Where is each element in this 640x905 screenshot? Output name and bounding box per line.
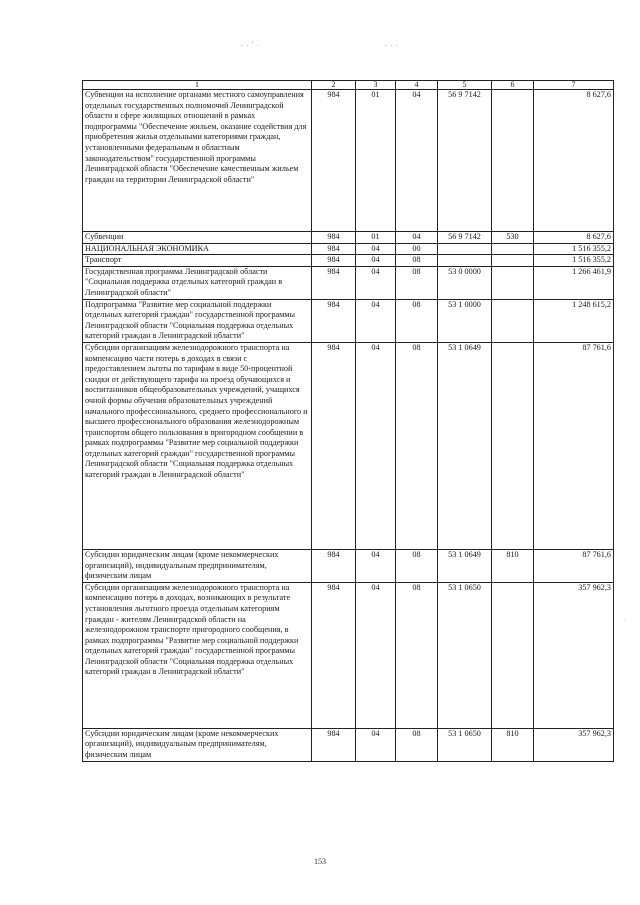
cell-expense-type (492, 299, 534, 342)
cell-expense-type (492, 255, 534, 267)
cell-subsection: 04 (396, 90, 438, 232)
cell-target-article: 53 0 0000 (438, 266, 492, 299)
table-row (83, 299, 614, 342)
cell-administrator-code: 984 (312, 255, 356, 267)
cell-target-article: 56 9 7142 (438, 90, 492, 232)
cell-section: 04 (356, 342, 396, 549)
cell-target-article: 53 1 0650 (438, 728, 492, 761)
cell-administrator-code: 984 (312, 728, 356, 761)
row-description: Подпрограмма "Развитие мер социальной поддержки отдельных категорий граждан" государственной программы Ленинградской области "Социальная поддержка отдельных категорий граждан в Ленинградской области" (83, 299, 312, 342)
cell-expense-type: 530 (492, 232, 534, 244)
budget-table (82, 80, 614, 762)
row-description: Субвенции на исполнение органами местного самоуправления отдельных государственных полномочий Ленинградской области в сфере жилищных отношений в рамках подпрограммы "Обеспечение жильем, оказание содействия для приобретения жилья отдельными категориями граждан, установленными федеральным и областным законодательством" государственной программы Ленинградской области "Обеспечение качественным жильем граждан на территории Ленинградской области" (83, 90, 312, 232)
cell-subsection: 08 (396, 342, 438, 549)
table-row (83, 266, 614, 299)
cell-subsection: 08 (396, 255, 438, 267)
header-mark-right: . . . (385, 40, 399, 48)
row-description: Субсидии организациям железнодорожного транспорта на компенсацию части потерь в доходах в связи с предоставлением льготы по тарифам в виде 50-процентной скидки от действующего тарифа на проезд обучающихся и воспитанников общеобразовательных учреждений, учащихся очной формы обучения образовательных учреждений начального профессионального, среднего профессионального и высшего профессионального образования железнодорожным транспортом общего пользования в пригородном сообщении в рамках подпрограммы "Развитие мер социальной поддержки отдельных категорий граждан" государственной программы Ленинградской области "Социальная поддержка отдельных категорий граждан в Ленинградской области" (83, 342, 312, 549)
cell-section: 04 (356, 243, 396, 255)
header-mark-left: . . ' . (241, 40, 260, 48)
cell-section: 04 (356, 549, 396, 582)
cell-target-article: 53 1 0649 (438, 549, 492, 582)
row-description: Субвенции (83, 232, 312, 244)
cell-administrator-code: 984 (312, 582, 356, 728)
cell-section: 04 (356, 728, 396, 761)
column-header: 3 (356, 81, 396, 90)
cell-administrator-code: 984 (312, 90, 356, 232)
cell-expense-type (492, 90, 534, 232)
column-header: 2 (312, 81, 356, 90)
cell-administrator-code: 984 (312, 549, 356, 582)
table-row (83, 549, 614, 582)
table-row (83, 255, 614, 267)
cell-subsection: 04 (396, 232, 438, 244)
cell-amount: 8 627,6 (534, 90, 614, 232)
cell-subsection: 08 (396, 728, 438, 761)
cell-target-article: 53 1 0649 (438, 342, 492, 549)
cell-administrator-code: 984 (312, 266, 356, 299)
row-description: Субсидии юридическим лицам (кроме некоммерческих организаций), индивидуальным предпринимателям, физическим лицам (83, 549, 312, 582)
cell-expense-type (492, 243, 534, 255)
cell-target-article: 53 1 0650 (438, 582, 492, 728)
cell-section: 04 (356, 255, 396, 267)
cell-amount: 8 627,6 (534, 232, 614, 244)
cell-target-article: 56 9 7142 (438, 232, 492, 244)
cell-administrator-code: 984 (312, 232, 356, 244)
cell-section: 01 (356, 90, 396, 232)
column-header: 6 (492, 81, 534, 90)
cell-amount: 1 516 355,2 (534, 255, 614, 267)
cell-section: 04 (356, 266, 396, 299)
cell-section: 04 (356, 299, 396, 342)
cell-target-article: 53 1 0000 (438, 299, 492, 342)
column-header: 1 (83, 81, 312, 90)
cell-amount: 1 266 461,9 (534, 266, 614, 299)
cell-administrator-code: 984 (312, 299, 356, 342)
column-header: 7 (534, 81, 614, 90)
cell-expense-type: 810 (492, 549, 534, 582)
row-description: Субсидии организациям железнодорожного транспорта на компенсацию потерь в доходах, возникающих в результате установления льготного проезда отдельным категориям граждан - жителям Ленинградской области на железнодорожном транспорте пригородного сообщения, в рамках подпрограммы "Развитие мер социальной поддержки отдельных категорий граждан" государственной программы Ленинградской области "Социальная поддержка отдельных категорий граждан в Ленинградской области" (83, 582, 312, 728)
cell-expense-type: 810 (492, 728, 534, 761)
cell-amount: 1 248 615,2 (534, 299, 614, 342)
cell-amount: 1 516 355,2 (534, 243, 614, 255)
row-description: Транспорт (83, 255, 312, 267)
page-number: 153 (314, 857, 326, 866)
table-header-row (83, 81, 614, 90)
column-header: 4 (396, 81, 438, 90)
cell-amount: 357 962,3 (534, 728, 614, 761)
row-description: Государственная программа Ленинградской области "Социальная поддержка отдельных категорий граждан в Ленинградской области" (83, 266, 312, 299)
cell-section: 01 (356, 232, 396, 244)
table-row (83, 243, 614, 255)
cell-amount: 87 761,6 (534, 549, 614, 582)
cell-amount: 87 761,6 (534, 342, 614, 549)
table-row (83, 232, 614, 244)
cell-administrator-code: 984 (312, 342, 356, 549)
cell-section: 04 (356, 582, 396, 728)
row-description: НАЦИОНАЛЬНАЯ ЭКОНОМИКА (83, 243, 312, 255)
cell-target-article (438, 243, 492, 255)
row-description: Субсидии юридическим лицам (кроме некоммерческих организаций), индивидуальным предпринимателям, физическим лицам (83, 728, 312, 761)
table-row (83, 90, 614, 232)
cell-subsection: 08 (396, 299, 438, 342)
cell-subsection: 08 (396, 549, 438, 582)
cell-subsection: 08 (396, 582, 438, 728)
cell-subsection: 00 (396, 243, 438, 255)
cell-expense-type (492, 266, 534, 299)
cell-administrator-code: 984 (312, 243, 356, 255)
cell-subsection: 08 (396, 266, 438, 299)
table-row (83, 728, 614, 761)
table-row (83, 342, 614, 549)
cell-target-article (438, 255, 492, 267)
margin-mark: · (624, 618, 626, 624)
cell-expense-type (492, 582, 534, 728)
table-row (83, 582, 614, 728)
cell-amount: 357 962,3 (534, 582, 614, 728)
cell-expense-type (492, 342, 534, 549)
column-header: 5 (438, 81, 492, 90)
